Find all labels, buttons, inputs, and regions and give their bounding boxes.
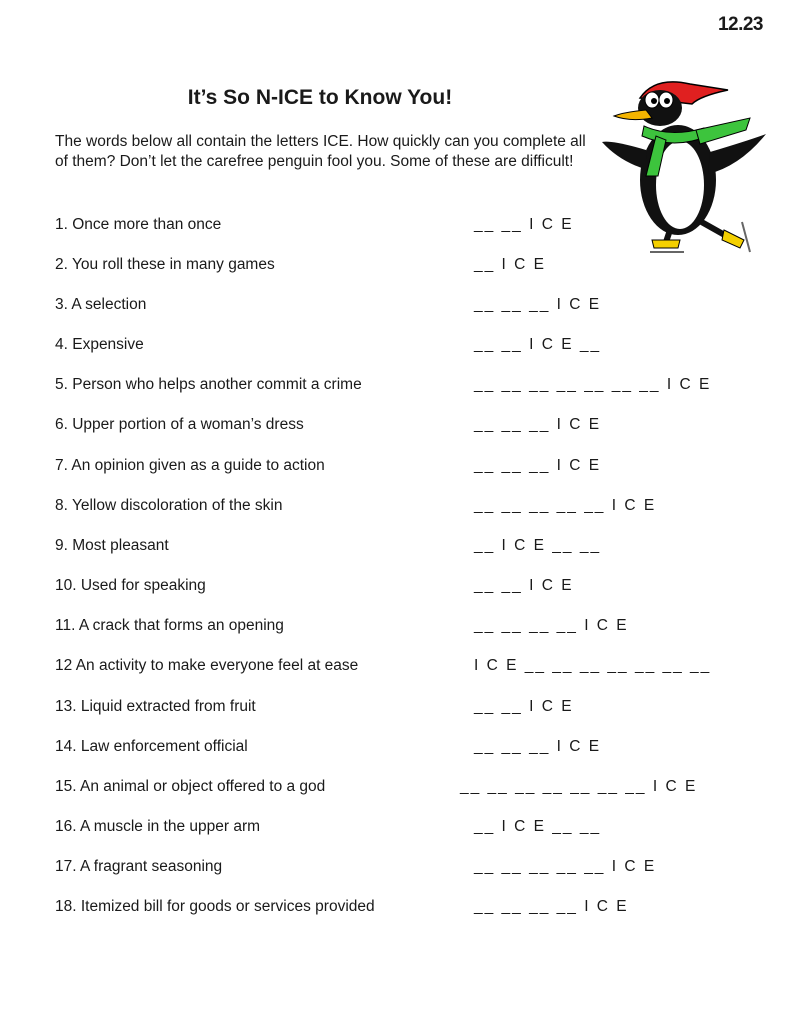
answer-blank: __ __ __ I C E bbox=[474, 457, 602, 474]
answer-blank: __ __ __ __ __ I C E bbox=[474, 497, 657, 514]
answer-blank: __ __ __ __ __ __ __ I C E bbox=[460, 778, 698, 795]
answer-blank: __ __ __ __ I C E bbox=[474, 617, 629, 634]
question-text: 2. You roll these in many games bbox=[55, 256, 275, 273]
answer-blank: __ __ __ I C E bbox=[474, 296, 602, 313]
question-text: 8. Yellow discoloration of the skin bbox=[55, 497, 283, 514]
question-text: 7. An opinion given as a guide to action bbox=[55, 457, 325, 474]
answer-blank: __ __ I C E bbox=[474, 698, 574, 715]
question-text: 3. A selection bbox=[55, 296, 147, 313]
answer-blank: __ __ I C E bbox=[474, 216, 574, 233]
answer-blank: __ __ __ __ I C E bbox=[474, 898, 629, 915]
question-text: 10. Used for speaking bbox=[55, 577, 206, 594]
question-text: 15. An animal or object offered to a god bbox=[55, 778, 326, 795]
question-text: 1. Once more than once bbox=[55, 216, 222, 233]
question-text: 6. Upper portion of a woman’s dress bbox=[55, 416, 304, 433]
penguin-ice-skating-icon bbox=[600, 70, 770, 255]
question-text: 12 An activity to make everyone feel at ease bbox=[55, 657, 359, 674]
question-text: 4. Expensive bbox=[55, 336, 144, 353]
question-text: 9. Most pleasant bbox=[55, 537, 169, 554]
page-title: It’s So N-ICE to Know You! bbox=[187, 86, 453, 109]
answer-blank: __ __ I C E bbox=[474, 577, 574, 594]
intro-text: The words below all contain the letters ICE. How quickly can you complete all of them? Don’t let the carefree penguin fool you. Some of these are difficult! bbox=[55, 133, 586, 170]
answer-blank: I C E __ __ __ __ __ __ __ bbox=[474, 657, 712, 674]
question-text: 17. A fragrant seasoning bbox=[55, 858, 223, 875]
page-number: 12.23 bbox=[717, 14, 763, 35]
question-text: 14. Law enforcement official bbox=[55, 738, 248, 755]
answer-blank: __ I C E __ __ bbox=[474, 818, 602, 835]
answer-blank: __ I C E bbox=[474, 256, 546, 273]
answer-blank: __ __ __ __ __ I C E bbox=[474, 858, 657, 875]
question-text: 18. Itemized bill for goods or services provided bbox=[55, 898, 375, 915]
answer-blank: __ __ I C E __ bbox=[474, 336, 602, 353]
question-text: 11. A crack that forms an opening bbox=[55, 617, 284, 634]
question-text: 16. A muscle in the upper arm bbox=[55, 818, 261, 835]
answer-blank: __ __ __ __ __ __ __ I C E bbox=[474, 376, 712, 393]
answer-blank: __ __ __ I C E bbox=[474, 416, 602, 433]
question-text: 13. Liquid extracted from fruit bbox=[55, 698, 256, 715]
question-text: 5. Person who helps another commit a crime bbox=[55, 376, 362, 393]
answer-blank: __ __ __ I C E bbox=[474, 738, 602, 755]
answer-blank: __ I C E __ __ bbox=[474, 537, 602, 554]
